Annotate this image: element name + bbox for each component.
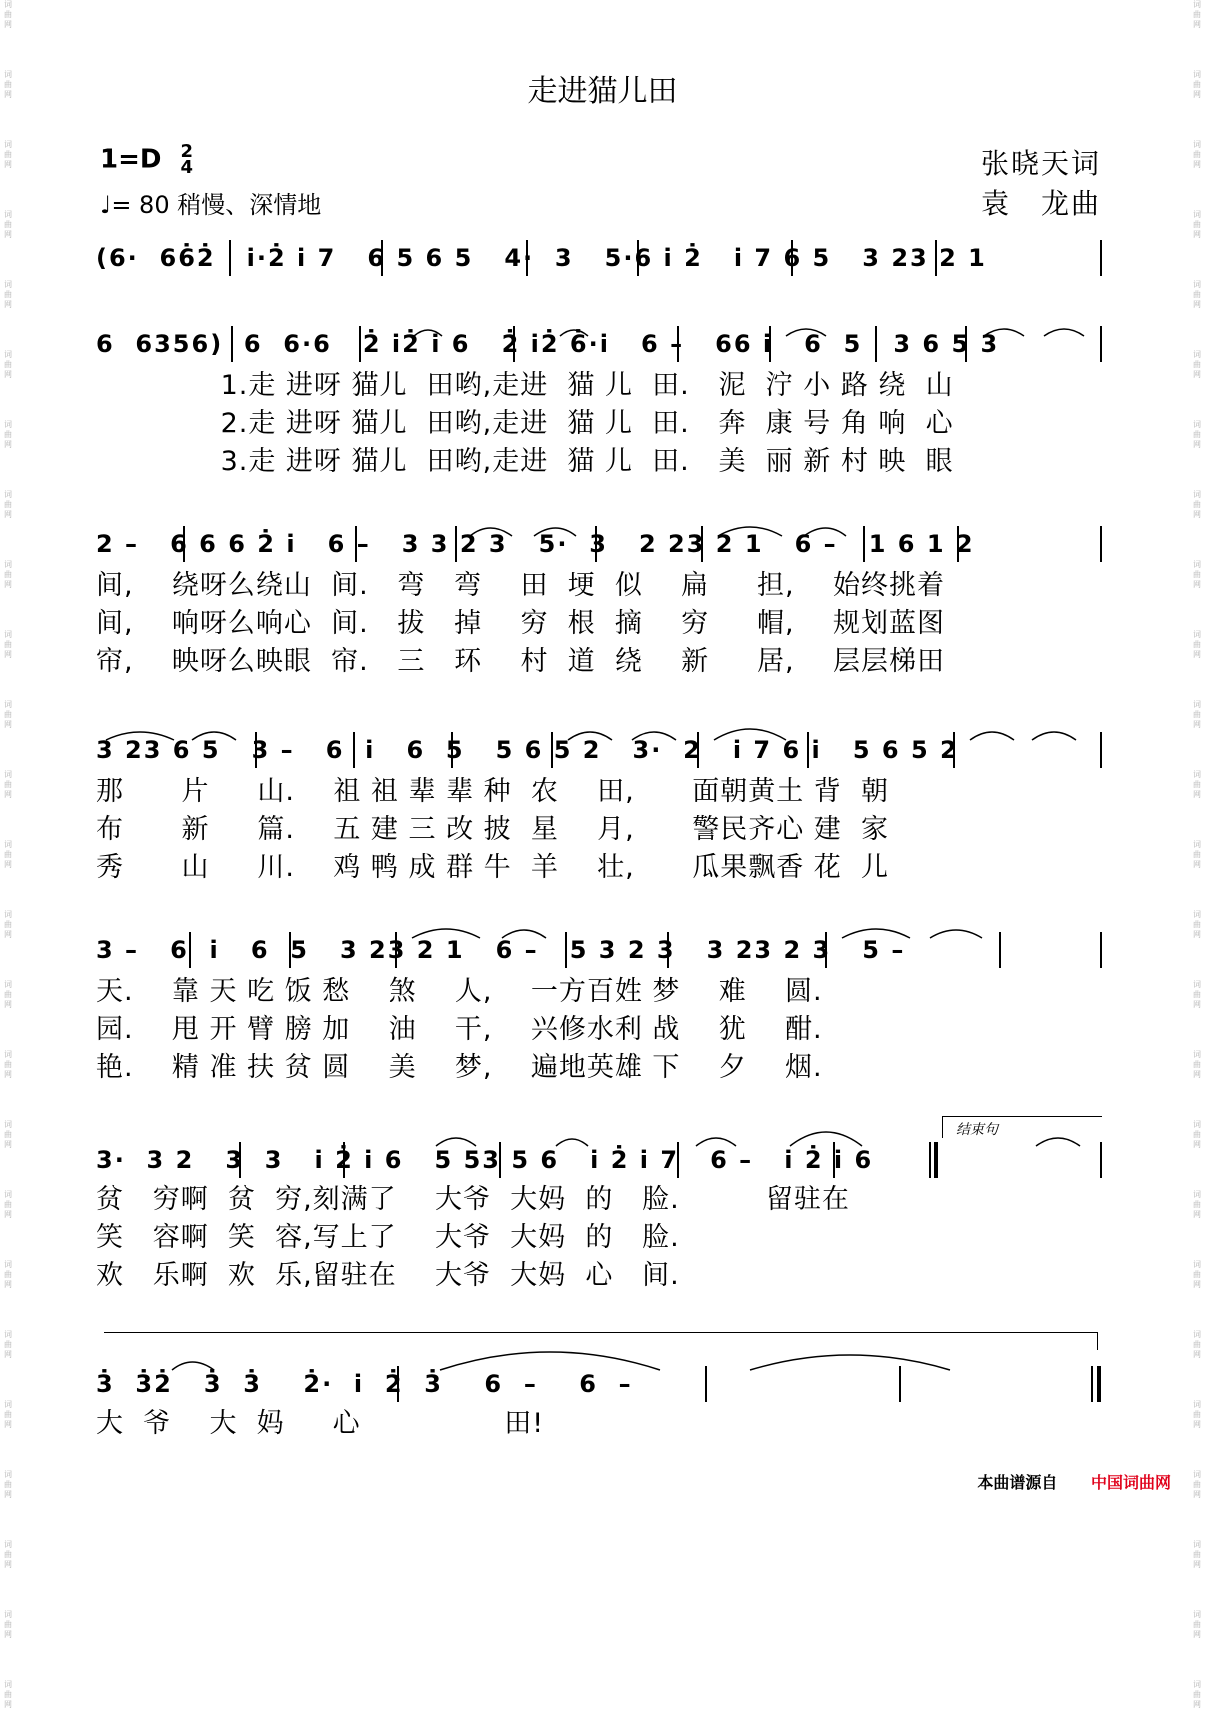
time-top: 2 xyxy=(180,141,194,162)
watermark-text: 词曲网 xyxy=(1193,1610,1201,1639)
watermark-right xyxy=(1191,0,1203,1709)
lyric-system-5-verse-1: 天. 靠 天 吃 饭 愁 煞 人, 一方百姓 梦 难 圆. xyxy=(96,976,823,1007)
watermark-text: 词曲网 xyxy=(4,490,12,519)
watermark-text: 词曲网 xyxy=(4,1470,12,1499)
watermark-text: 词曲网 xyxy=(4,770,12,799)
lyric-system-3-verse-2: 间, 响呀么响心 间. 拔 掉 穷 根 摘 穷 帽, 规划蓝图 xyxy=(96,608,945,639)
tempo-marking: ♩= 80 稍慢、深情地 xyxy=(100,191,322,219)
notes-system-1: (6· 66̇2̇ i̇·2̇ i̇ 7 6 5 6 5 4· 3 5·6 i̇ 2̇ i̇ 7 6 5 3 23 2 1 xyxy=(96,244,987,272)
footer-source: 本曲谱源自 xyxy=(977,1473,1058,1492)
watermark-text: 词曲网 xyxy=(4,420,12,449)
watermark-text: 词曲网 xyxy=(1193,420,1201,449)
lyric-system-5-verse-2: 园. 甩 开 臂 膀 加 油 干, 兴修水利 战 犹 酣. xyxy=(96,1014,823,1045)
watermark-text: 词曲网 xyxy=(1193,210,1201,239)
key-label: 1=D xyxy=(100,144,162,175)
lyric-system-4-verse-3: 秀 山 川. 鸡 鸭 成 群 牛 羊 壮, 瓜果飘香 花 儿 xyxy=(96,852,889,883)
watermark-text: 词曲网 xyxy=(4,1190,12,1219)
watermark-text: 词曲网 xyxy=(4,1120,12,1149)
notes-system-5: 3 – 6 i̇ 6 5 3 23 2 1 6 – 5 3 2 3 3 23 2 3 5 – xyxy=(96,936,906,964)
watermark-text: 词曲网 xyxy=(1193,490,1201,519)
watermark-left xyxy=(2,0,14,1709)
watermark-text: 词曲网 xyxy=(1193,1190,1201,1219)
watermark-text: 词曲网 xyxy=(1193,770,1201,799)
lyric-system-6-verse-2: 笑 容啊 笑 容,写上了 大爷 大妈 的 脸. xyxy=(96,1222,680,1253)
coda-rule xyxy=(104,1332,1098,1333)
watermark-text: 词曲网 xyxy=(1193,630,1201,659)
watermark-text: 词曲网 xyxy=(1193,70,1201,99)
lyricist: 张晓天词 xyxy=(980,147,1101,180)
watermark-text: 词曲网 xyxy=(4,1400,12,1429)
lyric-system-2-verse-3: 3.走 进呀 猫儿 田哟,走进 猫 儿 田. 美 丽 新 村 映 眼 xyxy=(96,446,954,477)
watermark-text: 词曲网 xyxy=(4,140,12,169)
watermark-text: 词曲网 xyxy=(1193,1470,1201,1499)
footer-site-link[interactable]: 中国词曲网 xyxy=(1090,1473,1171,1492)
time-bottom: 4 xyxy=(180,157,194,178)
composer: 袁 龙曲 xyxy=(980,187,1101,220)
watermark-text: 词曲网 xyxy=(4,1610,12,1639)
watermark-text: 词曲网 xyxy=(4,630,12,659)
watermark-text: 词曲网 xyxy=(1193,280,1201,309)
ending-bracket-top xyxy=(942,1116,1102,1117)
watermark-text: 词曲网 xyxy=(1193,0,1201,29)
coda-rule-end xyxy=(1097,1332,1098,1350)
ending-bracket-side xyxy=(942,1116,943,1138)
credits xyxy=(981,144,1101,224)
watermark-text: 词曲网 xyxy=(1193,1120,1201,1149)
watermark-text: 词曲网 xyxy=(4,1050,12,1079)
watermark-text: 词曲网 xyxy=(4,70,12,99)
watermark-text: 词曲网 xyxy=(1193,1330,1201,1359)
watermark-text: 词曲网 xyxy=(4,0,12,29)
watermark-text: 词曲网 xyxy=(1193,1050,1201,1079)
watermark-text: 词曲网 xyxy=(4,980,12,1009)
watermark-text: 词曲网 xyxy=(4,910,12,939)
notes-system-3: 2 – 6 6 6 2̇ i̇ 6 – 3 3 2 3 5· 3 2 23 2 1 6 – 1 6 1 2 xyxy=(96,530,975,558)
lyric-system-3-verse-1: 间, 绕呀么绕山 间. 弯 弯 田 埂 似 扁 担, 始终挑着 xyxy=(96,570,945,601)
lyric-system-6-verse-1: 贫 穷啊 贫 穷,刻满了 大爷 大妈 的 脸. 留驻在 xyxy=(96,1184,850,1215)
lyric-system-7-verse-1: 大 爷 大 妈 心 田! xyxy=(96,1408,545,1439)
notes-system-6: 3· 3 2 3 3 i̇ 2̇ i̇ 6 5 53 5 6 i̇ 2̇ i̇ 7 6 – i̇ 2̇ i̇ 6 xyxy=(96,1146,874,1174)
watermark-text: 词曲网 xyxy=(1193,1540,1201,1569)
watermark-text: 词曲网 xyxy=(4,1330,12,1359)
lyric-system-4-verse-2: 布 新 篇. 五 建 三 改 披 星 月, 警民齐心 建 家 xyxy=(96,814,889,845)
watermark-text: 词曲网 xyxy=(1193,1260,1201,1289)
watermark-text: 词曲网 xyxy=(4,560,12,589)
lyric-system-2-verse-2: 2.走 进呀 猫儿 田哟,走进 猫 儿 田. 奔 康 号 角 响 心 xyxy=(96,408,954,439)
ending-label: 结束句 xyxy=(956,1122,998,1138)
lyric-system-3-verse-3: 帘, 映呀么映眼 帘. 三 环 村 道 绕 新 居, 层层梯田 xyxy=(96,646,945,677)
watermark-text: 词曲网 xyxy=(1193,350,1201,379)
watermark-text: 词曲网 xyxy=(4,700,12,729)
lyric-system-5-verse-3: 艳. 精 准 扶 贫 圆 美 梦, 遍地英雄 下 夕 烟. xyxy=(96,1052,823,1083)
watermark-text: 词曲网 xyxy=(4,350,12,379)
watermark-text: 词曲网 xyxy=(4,210,12,239)
notes-system-4: 3 23 6 5 3 – 6 i̇ 6 5 5 6 5 2 3· 2 i̇ 7 6 i̇ 5 6 5 2 xyxy=(96,736,959,764)
watermark-text: 词曲网 xyxy=(1193,840,1201,869)
notes-system-7: 3̇ 3̇2̇ 3̇ 3̇ 2̇· i̇ 2̇ 3̇ 6 – 6 – xyxy=(96,1370,633,1398)
footer xyxy=(977,1470,1171,1493)
watermark-text: 词曲网 xyxy=(1193,910,1201,939)
lyric-system-4-verse-1: 那 片 山. 祖 祖 辈 辈 种 农 田, 面朝黄土 背 朝 xyxy=(96,776,889,807)
notes-system-2: 6 6356) 6 6·6 2̇ i̇2̇ i̇ 6 2̇ i̇2̇ 6̇·i̇ 6 – 66 i̇ 6 5 3 6 5 3 xyxy=(96,330,1000,358)
lyric-system-6-verse-3: 欢 乐啊 欢 乐,留驻在 大爷 大妈 心 间. xyxy=(96,1260,680,1291)
watermark-text: 词曲网 xyxy=(1193,1680,1201,1709)
watermark-text: 词曲网 xyxy=(1193,700,1201,729)
watermark-text: 词曲网 xyxy=(1193,980,1201,1009)
watermark-text: 词曲网 xyxy=(1193,140,1201,169)
time-signature xyxy=(180,141,194,178)
watermark-text: 词曲网 xyxy=(4,280,12,309)
watermark-text: 词曲网 xyxy=(4,1540,12,1569)
watermark-text: 词曲网 xyxy=(4,1680,12,1709)
watermark-text: 词曲网 xyxy=(1193,1400,1201,1429)
song-title: 走进猫儿田 xyxy=(527,74,678,109)
key-signature xyxy=(100,141,194,178)
watermark-text: 词曲网 xyxy=(4,1260,12,1289)
watermark-text: 词曲网 xyxy=(4,840,12,869)
watermark-text: 词曲网 xyxy=(1193,560,1201,589)
lyric-system-2-verse-1: 1.走 进呀 猫儿 田哟,走进 猫 儿 田. 泥 泞 小 路 绕 山 xyxy=(96,370,954,401)
